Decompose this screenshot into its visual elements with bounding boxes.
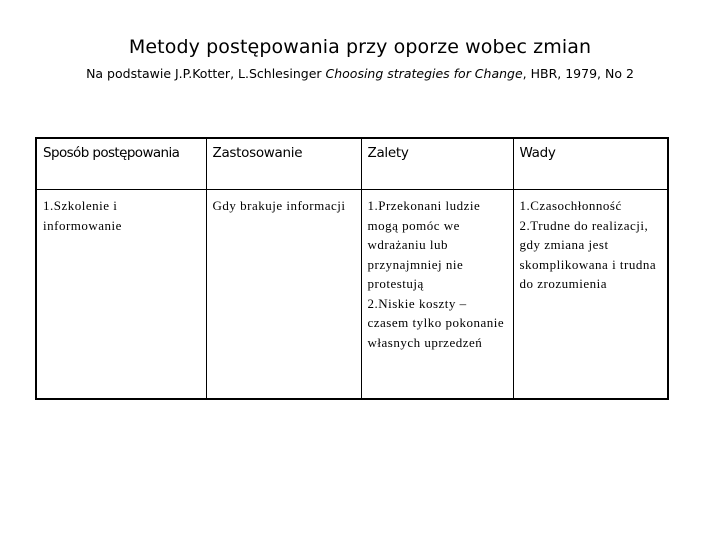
cell-disadvantages: [513, 190, 668, 400]
header-advantages: Zalety: [361, 138, 513, 190]
cell-method: 1.Szkolenie i informowanie: [36, 190, 206, 400]
cell-application: Gdy brakuje informacji: [206, 190, 361, 400]
header-application: Zastosowanie: [206, 138, 361, 190]
advantage-item-1: 1.Przekonani ludzie mogą pomóc we wdrażaniu lub przynajmniej nie protestują: [367, 198, 481, 291]
subtitle-suffix: , HBR, 1979, No 2: [522, 66, 634, 81]
header-method: Sposób postępowania: [36, 138, 206, 190]
advantage-item-2: 2.Niskie koszty – czasem tylko pokonanie własnych uprzedzeń: [367, 295, 505, 350]
header-disadvantages: Wady: [513, 138, 668, 190]
subtitle-book-title: Choosing strategies for Change: [325, 66, 523, 81]
slide-subtitle: [0, 66, 720, 81]
disadvantage-item-1: 1.Czasochłonność: [519, 198, 622, 213]
strategy-table: [35, 137, 669, 400]
slide-title: Metody postępowania przy oporze wobec zmian: [128, 36, 592, 58]
subtitle-prefix: Na podstawie J.P.Kotter, L.Schlesinger: [86, 66, 326, 81]
table-row: [36, 190, 668, 400]
disadvantage-item-2: 2.Trudne do realizacji, gdy zmiana jest skomplikowana i trudna do zrozumienia: [519, 217, 657, 291]
cell-advantages: [361, 190, 513, 400]
table-header-row: [36, 138, 668, 190]
